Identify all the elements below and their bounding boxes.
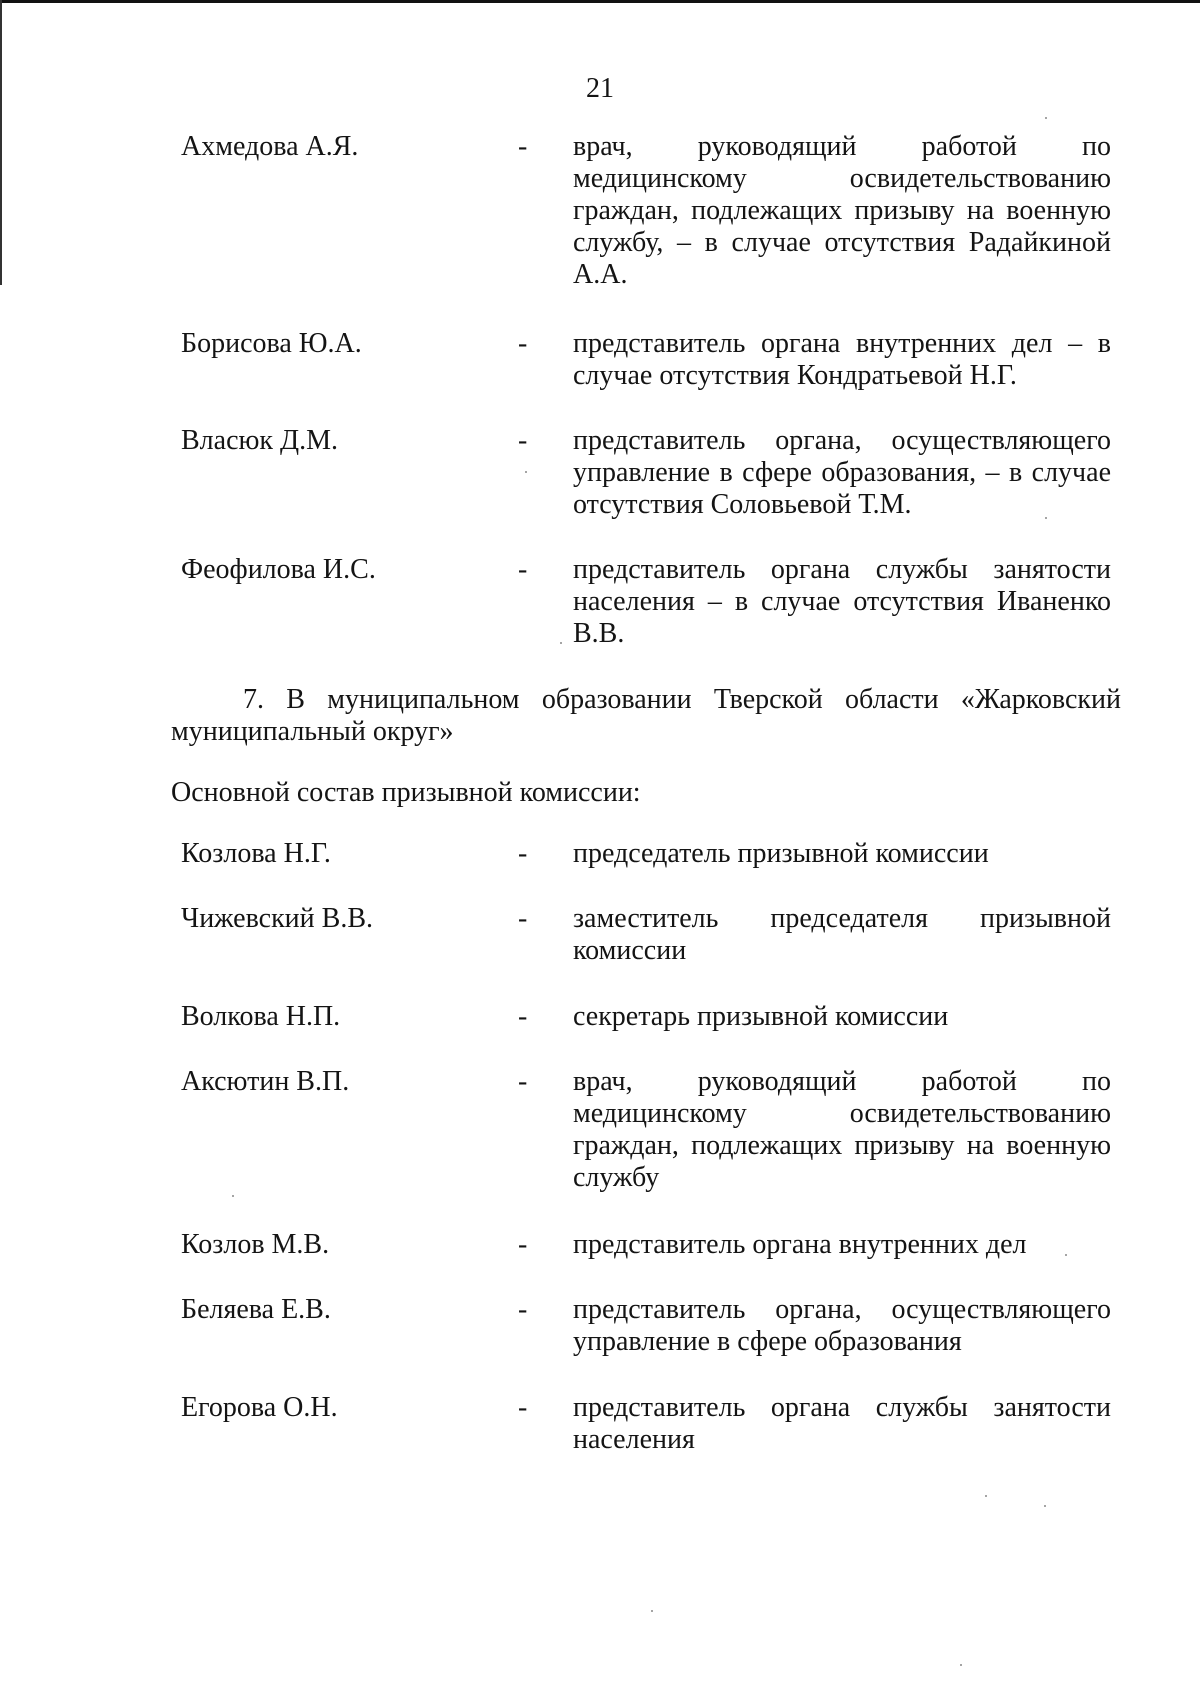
dash-separator: - — [518, 328, 528, 359]
member-role: врач, руководящий работой по медицинскому освидетельствованию граждан, подлежащих призыву на военную службу — [573, 1066, 1111, 1193]
member-role: представитель органа службы занятости населения – в случае отсутствия Иваненко В.В. — [573, 554, 1111, 649]
member-role: заместитель председателя призывной комиссии — [573, 903, 1111, 966]
member-name: Власюк Д.М. — [181, 425, 339, 456]
dash-separator: - — [518, 1066, 528, 1097]
scan-speck — [1065, 1254, 1067, 1256]
member-role: представитель органа службы занятости населения — [573, 1392, 1111, 1455]
dash-separator: - — [518, 554, 528, 585]
dash-separator: - — [518, 1294, 528, 1325]
scan-edge-left — [0, 0, 2, 285]
member-name: Чижевский В.В. — [181, 903, 373, 934]
dash-separator: - — [518, 1392, 528, 1423]
dash-separator: - — [518, 903, 528, 934]
scan-speck — [1045, 117, 1047, 119]
dash-separator: - — [518, 425, 528, 456]
dash-separator: - — [518, 838, 528, 869]
scan-speck — [985, 1495, 987, 1497]
scan-speck — [525, 471, 527, 473]
composition-caption: Основной состав призывной комиссии: — [171, 777, 641, 808]
member-role: представитель органа внутренних дел — [573, 1229, 1027, 1260]
member-name: Егорова О.Н. — [181, 1392, 338, 1423]
member-role: секретарь призывной комиссии — [573, 1001, 949, 1032]
scan-speck — [1044, 1505, 1046, 1507]
member-name: Ахмедова А.Я. — [181, 131, 359, 162]
member-role: врач, руководящий работой по медицинскому освидетельствованию граждан, подлежащих призыву на военную службу, – в случае отсутствия Радайкиной А.А. — [573, 131, 1111, 290]
member-role: представитель органа внутренних дел – в случае отсутствия Кондратьевой Н.Г. — [573, 328, 1111, 391]
dash-separator: - — [518, 1229, 528, 1260]
member-name: Волкова Н.П. — [181, 1001, 341, 1032]
member-name: Борисова Ю.А. — [181, 328, 362, 359]
page-number: 21 — [586, 73, 614, 104]
member-name: Козлова Н.Г. — [181, 838, 331, 869]
member-name: Беляева Е.В. — [181, 1294, 331, 1325]
scan-speck — [651, 1610, 653, 1612]
member-name: Козлов М.В. — [181, 1229, 330, 1260]
scan-speck — [960, 1664, 962, 1666]
scan-speck — [1045, 517, 1047, 519]
dash-separator: - — [518, 131, 528, 162]
member-role: представитель органа, осуществляющего управление в сфере образования — [573, 1294, 1111, 1357]
member-name: Феофилова И.С. — [181, 554, 376, 585]
member-role: председатель призывной комиссии — [573, 838, 989, 869]
scan-speck — [560, 642, 562, 644]
dash-separator: - — [518, 1001, 528, 1032]
scan-edge-top — [0, 0, 1200, 3]
scan-speck — [232, 1195, 234, 1197]
section-heading: 7. В муниципальном образовании Тверской области «Жарковский муниципальный округ» — [171, 684, 1121, 747]
member-role: представитель органа, осуществляющего управление в сфере образования, – в случае отсутствия Соловьевой Т.М. — [573, 425, 1111, 520]
member-name: Аксютин В.П. — [181, 1066, 350, 1097]
